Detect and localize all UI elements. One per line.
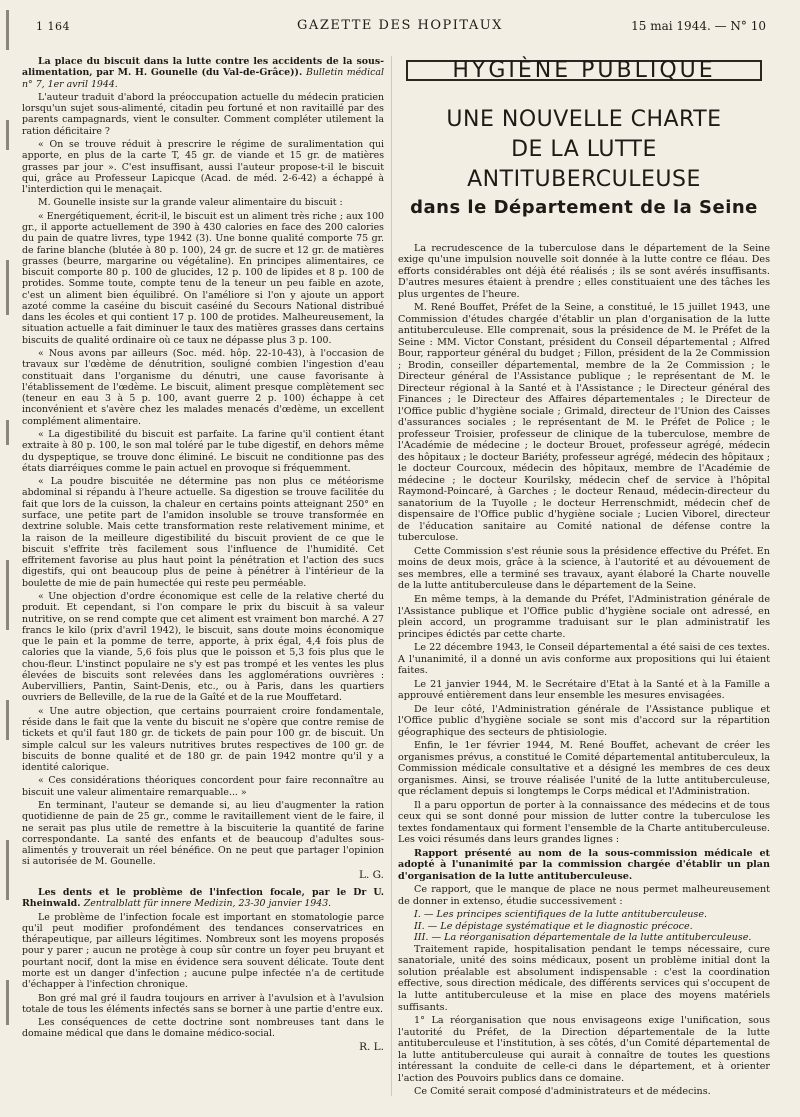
abstract-source: Bulletin médical n° 7, 1er avril 1944. (22, 67, 384, 90)
paragraph: Le 22 décembre 1943, le Conseil départemental a été saisi de ces textes. A l'unanimité, il a donné un avis conforme aux propositions qui lui étaient faites. (398, 642, 770, 677)
report-contents (398, 909, 770, 944)
paragraph: Le problème de l'infection focale est important en stomatologie parce qu'il peut modifier profondément des tendances conservatrices en thérapeutique, par ailleurs légitimes. Nombreux sont les moyens proposés pour y parer ; aucun ne protège à coup sûr contre un foyer peu bruyant et pourtant nocif, dont la mise en évidence sera souvent délicate. Toute dent morte est un danger d'infection ; aucune pulpe infectée n'a de certitude d'échapper à l'infection chronique. (22, 911, 384, 991)
paragraph: L'auteur traduit d'abord la préoccupation actuelle du médecin praticien lorsqu'un sujet sous-alimenté, citadin peu fortuné et non ravitaillé par des parents campagnards, vient le consulter. Comment compléter utilement la ration déficitaire ? (22, 91, 384, 137)
abstract-source: Zentralblatt für innere Medizin, 23-30 janvier 1943. (83, 898, 332, 910)
left-column (22, 56, 384, 1053)
paragraph: En même temps, à la demande du Préfet, l'Administration générale de l'Assistance publique et l'Office public d'hygiène sociale ont adressé, en plein accord, un programme traduisant sur le plan administratif les principes édictés par cette charte. (398, 593, 770, 640)
headline-line: UNE NOUVELLE CHARTE (446, 106, 722, 132)
paragraph: « Une autre objection, que certains pourraient croire fondamentale, réside dans le fait que la vente du biscuit ne s'opère que contre remise de tickets et qu'il faut 180 gr. de tickets de pain pour 100 gr. de biscuit. Un simple calcul sur les valeurs nutritives brutes respectives de 100 gr. de biscuits de bonne qualité et de 180 gr. de pain 1942 montre qu'il y a identité calorique. (22, 705, 384, 774)
paragraph: Traitement rapide, hospitalisation pendant le temps nécessaire, cure sanatoriale, unité des soins médicaux, posent un problème initial dont la solution préalable est absolument indispensable : c'est la coordination effective, sous direction médicale, des différents services qui s'occupent de la lutte antituberculeuse et la mise en place des moyens matériels suffisants. (398, 943, 770, 1013)
journal-title: GAZETTE DES HOPITAUX (297, 18, 503, 33)
section-heading: HYGIÈNE PUBLIQUE (406, 60, 762, 81)
paragraph: « La poudre biscuitée ne détermine pas non plus ce météorisme abdominal si répandu à l'heure actuelle. Sa digestion se trouve facilitée du fait que lors de la cuisson, la chaleur en certains points atteignant 250° en surface, une petite part de l'amidon insoluble se trouve transformée en dextrine soluble. Mais cette transformation reste relativement minime, et la raison de la meilleure digestibilité du biscuit provient de ce que le biscuit s'effrite très facilement sous l'influence de l'humidité. Cet effritement favorise au plus haut point la pénétration et l'action des sucs digestifs, qui ont beaucoup plus de peine à pénétrer à l'intérieur de la boulette de mie de pain humectée qui reste peu perméable. (22, 476, 384, 589)
subheadline: dans le Département de la Seine (410, 196, 758, 218)
paragraph: « La digestibilité du biscuit est parfaite. La farine qu'il contient étant extraite à 80 p. 100, le son mal toléré par le tube digestif, en dehors même du dyspeptique, se trouve donc éliminé. Le biscuit ne conditionne pas des états diarréiques comme le pain actuel en provoque si fréquemment. (22, 429, 384, 474)
paragraph: « Une objection d'ordre économique est celle de la relative cherté du produit. Et cependant, si l'on compare le prix du biscuit à sa valeur nutritive, on se rend compte que cet aliment est vraiment bon marché. A 27 francs le kilo (prix d'avril 1942), le biscuit, sans doute moins économique que le pain et la pomme de terre, apporte, à prix égal, 4,4 fois plus de calories que la viande, 5,6 fois plus que le poisson et 5,3 fois plus que le chou-fleur. L'instinct populaire ne s'y est pas trompé et les ventes les plus élevées de biscuits sont relevées dans les agglomérations ouvrières : Aubervilliers, Pantin, Saint-Denis, etc., ou à Paris, dans les quartiers ouvriers de Belleville, de la rue de la Gaîté et de la rue Mouffetard. (22, 590, 384, 704)
column-rule (391, 56, 392, 1096)
signature: L. G. (359, 868, 384, 881)
abstract-authors: par le Dr U. Rheinwald. (22, 886, 385, 910)
running-head (22, 8, 778, 34)
paragraph: De leur côté, l'Administration générale de l'Assistance publique et l'Office public d'hygiène sociale se sont mis d'accord sur la répartition géographique des secteurs de phtisiologie. (398, 703, 770, 738)
abstract-title (22, 56, 384, 90)
paragraph: En terminant, l'auteur se demande si, au lieu d'augmenter la ration quotidienne de pain de 25 gr., comme le ravitaillement vient de le faire, il ne serait pas plus utile de remettre à la biscuiterie la quantité de farine correspondante. La santé des enfants et de beaucoup d'adultes sous-alimentés y trouverait un réel bénéfice. On ne peut que partager l'opinion si autorisée de M. Gounelle. (22, 800, 384, 868)
paragraph: Il a paru opportun de porter à la connaissance des médecins et de tous ceux qui se sont donné pour mission de lutter contre la tuberculose les textes fondamentaux qui forment l'ensemble de la Charte antituberculeuse. Les voici résumés dans leurs grandes lignes : (398, 799, 770, 846)
paragraph: Enfin, le 1er février 1944, M. René Bouffet, achevant de créer les organismes prévus, a constitué le Comité départemental antituberculeux, la Commission médicale consultative et a désigné les membres de ces deux organismes. Ainsi, se trouve réalisée l'unité de la lutte antituberculeuse, que réclament depuis si longtemps le Corps médical et l'Administration. (398, 740, 770, 798)
paragraph: M. Gounelle insiste sur la grande valeur alimentaire du biscuit : (38, 197, 343, 209)
paragraph: 1° La réorganisation que nous envisageons exige l'unification, sous l'autorité du Préfet, de la Direction départementale de la lutte antituberculeuse et l'institution, à ses côtés, d'un Comité départemental de la lutte antituberculeuse qui aurait à connaître de toutes les questions intéressant la conduite de celle-ci dans le département, et à orienter l'action des Pouvoirs publics dans ce domaine. (398, 1015, 770, 1084)
paragraph: Bon gré mal gré il faudra toujours en arriver à l'avulsion et à l'avulsion totale de tous les éléments infectés sans se borner à une partie d'entre eux. (22, 992, 384, 1015)
paragraph: M. René Bouffet, Préfet de la Seine, a constitué, le 15 juillet 1943, une Commission d'études chargée d'établir un plan d'organisation de la lutte antituberculeuse. Elle comprenait, sous la présidence de M. le Préfet de la Seine : MM. Victor Constant, président du Conseil départemental ; Alfred Bour, rapporteur général du budget ; Fillon, président de la 2e Commission ; Brodin, conseiller départemental, membre de la 2e Commission ; le Directeur général de l'Assistance publique ; le représentant de M. le Directeur régional à la Santé et à l'Assistance ; le Directeur général des Finances ; le Directeur des Affaires départementales ; le Directeur de l'Office public d'hygiène sociale ; Grimald, directeur de l'Union des Caisses d'assurances sociales ; le représentant de M. le Préfet de Police ; le professeur Troisier, professeur de clinique de la tuberculose, membre de l'Académie de médecine ; le docteur Brouet, professeur agrégé, médecin des hôpitaux ; le docteur Bariéty, professeur agrégé, médecin des hôpitaux ; le docteur Courcoux, médecin des hôpitaux, membre de l'Académie de médecine ; le docteur Kourilsky, médecin chef de service à l'hôpital Raymond-Poincaré, à Garches ; le docteur Renaud, médecin-directeur du sanatorium de la Tuyolle ; le docteur Herrenschmidt, médecin chef de dispensaire de l'Office public d'hygiène sociale ; Lucien Viborel, directeur de l'éducation sanitaire au Comité national de défense contre la tuberculose. (398, 302, 770, 544)
abstract-title-text: Les dents et le problème de l'infection focale, (38, 886, 305, 898)
report-item: I. — Les principes scientifiques de la lutte antituberculeuse. (414, 909, 708, 921)
abstract-title (22, 887, 384, 910)
binding-margin (2, 0, 16, 1117)
report-item: II. — Le dépistage systématique et le diagnostic précoce. (414, 920, 693, 932)
paragraph: Les conséquences de cette doctrine sont nombreuses tant dans le domaine médical que dans le domaine médico-social. (22, 1017, 384, 1040)
paragraph: Cette Commission s'est réunie sous la présidence effective du Préfet. En moins de deux mois, grâce à la science, à l'autorité et au dévouement de ses membres, elle a terminé ses travaux, ayant élaboré la Charte nouvelle de la lutte antituberculeuse dans le département de la Seine. (398, 545, 770, 592)
report-title: Rapport présenté au nom de la sous-commission médicale et adopté à l'unanimité par la commission chargée d'établir un plan d'organisation de la lutte antituberculeuse. (398, 847, 770, 882)
signature: R. L. (359, 1040, 384, 1053)
headline-line: DE LA LUTTE ANTITUBERCULEUSE (467, 136, 701, 192)
paragraph: « On se trouve réduit à prescrire le régime de suralimentation qui apporte, en plus de la carte T, 45 gr. de viande et 15 gr. de matières grasses par jour ». C'est insuffisant, aussi l'auteur propose-t-il le biscuit qui, grâce au Professeur Lapicque (Acad. de méd. 2-6-42) a échappé à l'interdiction qui le menaçait. (22, 138, 384, 196)
paragraph: « Nous avons par ailleurs (Soc. méd. hôp. 22-10-43), à l'occasion de travaux sur l'œdème de dénutrition, souligné combien l'ingestion d'eau constituait dans l'organisme du dénutri, une cause favorisante à l'établissement de l'œdème. Le biscuit, aliment presque complètement sec (teneur en eau 3 à 5 p. 100, avant guerre 2 p. 100) échappe à cet inconvénient et s'avère chez les malades menacés d'œdème, un excellent complément alimentaire. (22, 348, 384, 427)
paragraph: Ce Comité serait composé d'administrateurs et de médecins. (414, 1086, 711, 1098)
paragraph: La recrudescence de la tuberculose dans le département de la Seine exige qu'une impulsion nouvelle soit donnée à la lutte contre ce fléau. Des efforts considérables ont déjà été réalisés ; ils se sont avérés insuffisants. D'autres mesures étaient à prendre ; elles constituaient une des tâches les plus urgentes de l'heure. (398, 242, 770, 300)
right-column (398, 56, 770, 1100)
report-item: III. — La réorganisation départementale de la lutte antituberculeuse. (414, 932, 752, 944)
paragraph: Le 21 janvier 1944, M. le Secrétaire d'Etat à la Santé et à la Famille a approuvé entièrement dans leur ensemble les mesures envisagées. (398, 678, 770, 702)
abstract-title-text: La place du biscuit dans la lutte contre les accidents de la sous-alimentation, (22, 56, 384, 79)
page-number: 1 164 (36, 20, 70, 33)
paragraph: Ce rapport, que le manque de place ne nous permet malheureusement de donner in extenso, étudie successivement : (398, 884, 770, 907)
issue-date: 15 mai 1944. — N° 10 (631, 19, 766, 33)
abstract-authors: par M. H. Gounelle (du Val-de-Grâce)). (96, 67, 303, 79)
paragraph: « Energétiquement, écrit-il, le biscuit est un aliment très riche ; aux 100 gr., il apporte actuellement de 390 à 430 calories en face des 200 calories du pain de quatre livres, type 1942 (3). Une bonne qualité comporte 75 gr. de farine blanche (blutée à 80 p. 100), 24 gr. de sucre et 12 gr. de matières grasses (beurre, margarine ou végétaline). En principes alimentaires, ce biscuit comporte 80 p. 100 de glucides, 12 p. 100 de lipides et 8 p. 100 de protides. Somme toute, compte tenu de la teneur un peu faible en azote, c'est un aliment bien équilibré. On l'améliore si l'on y ajoute un apport azoté comme la caséine du biscuit caséiné du Secours National distribué dans les écoles et qui contient 17 p. 100 de protides. Malheureusement, la situation actuelle a fait diminuer le taux des matières grasses dans certains biscuits de qualité ordinaire où ce taux ne dépasse plus 3 p. 100. (22, 210, 384, 346)
paragraph: « Ces considérations théoriques concordent pour faire reconnaître au biscuit une valeur alimentaire remarquable... » (22, 775, 384, 798)
